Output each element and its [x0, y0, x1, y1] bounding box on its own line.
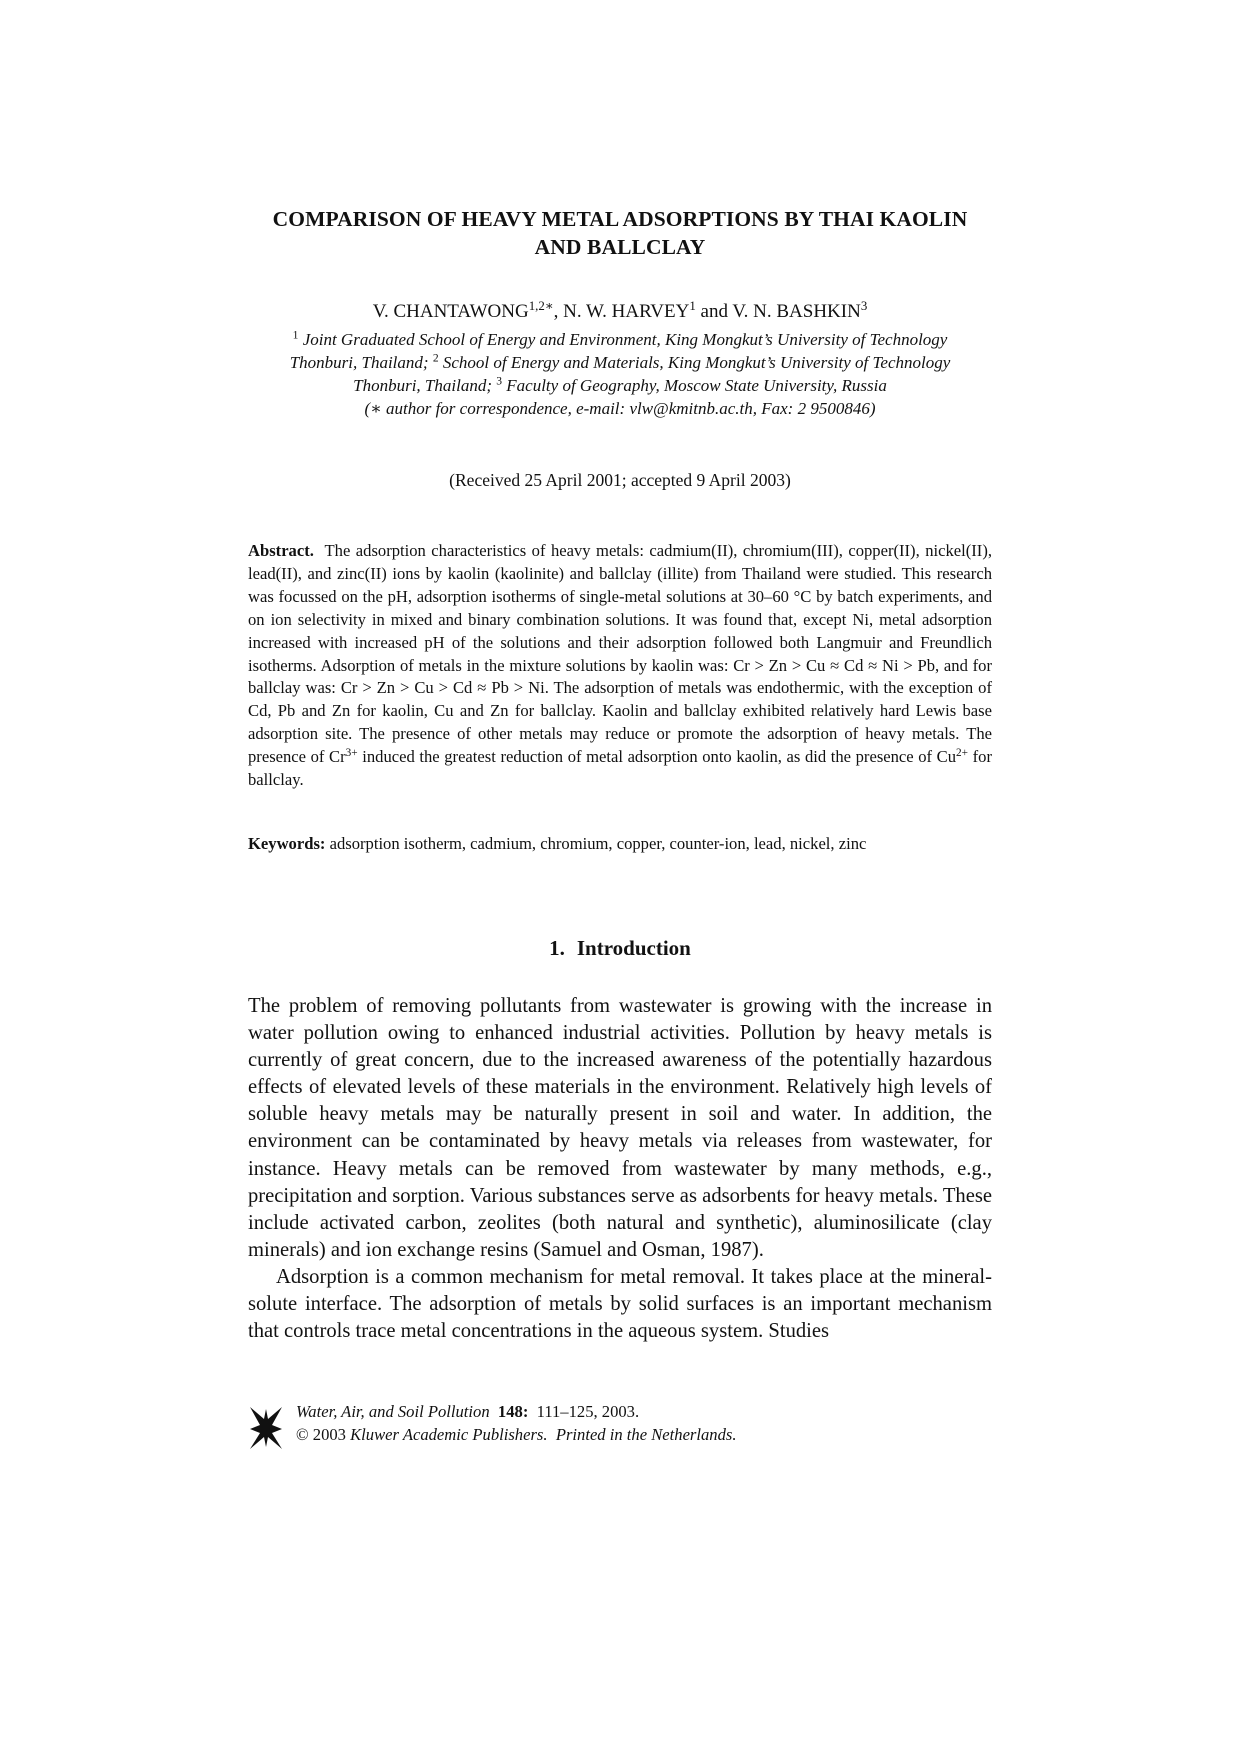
affiliations — [220, 328, 1020, 420]
author-name: V. N. BASHKIN — [732, 301, 861, 322]
kluwer-logo-icon — [248, 1405, 284, 1451]
keywords-text: adsorption isotherm, cadmium, chromium, copper, counter-ion, lead, nickel, zinc — [329, 834, 867, 853]
abstract — [248, 540, 992, 792]
keywords — [248, 833, 992, 855]
affiliation-1-cont: Thonburi, Thailand; — [289, 353, 429, 372]
author-affil-mark: 3 — [860, 297, 868, 313]
footer-text — [296, 1400, 737, 1446]
paragraph: The problem of removing pollutants from wastewater is growing with the increase in water pollution owing to enhanced industrial activities. Pollution by heavy metals is currently of great concern, due to the increased awareness of the potentially hazardous effects of elevated levels of these materials in the environment. Relatively high levels of soluble heavy metals may be naturally present in soil and water. In addition, the environment can be contaminated by heavy metals via releases from wastewater, for instance. Heavy metals can be removed from wastewater by many methods, e.g., precipitation and sorption. Various substances serve as adsorbents for heavy metals. These include activated carbon, zeolites (both natural and synthetic), aluminosilicate (clay minerals) and ion exchange resins (Samuel and Osman, 1987). — [248, 995, 992, 1261]
author-separator: , — [553, 301, 564, 322]
affiliation-2-cont: Thonburi, Thailand; — [353, 376, 492, 395]
affil-mark: 3 — [496, 374, 503, 388]
affil-mark: 2 — [432, 351, 439, 365]
title-line-2: AND BALLCLAY — [534, 235, 706, 259]
copyright-line — [296, 1423, 737, 1446]
correspondence-note: (∗ author for correspondence, e-mail: vlw@kmitnb.ac.th, Fax: 2 9500846) — [364, 399, 876, 418]
publisher-name: Kluwer Academic Publishers. — [350, 1425, 548, 1444]
journal-footer — [248, 1400, 992, 1456]
abstract-sup: 3+ — [345, 746, 358, 759]
affiliation-3: Faculty of Geography, Moscow State University, Russia — [506, 376, 887, 395]
section-heading — [220, 935, 1020, 961]
citation-line — [296, 1400, 737, 1423]
author-affil-mark: 1,2∗ — [528, 297, 554, 313]
copyright-symbol: © — [296, 1425, 309, 1444]
body-text — [248, 993, 992, 1345]
abstract-text: for ballclay. — [248, 747, 992, 790]
received-dates: (Received 25 April 2001; accepted 9 April 2003) — [449, 470, 791, 490]
abstract-text: induced the greatest reduction of metal adsorption onto kaolin, as did the presence of Cu — [357, 747, 957, 767]
abstract-label: Abstract. — [248, 541, 314, 560]
author-name: N. W. HARVEY — [563, 301, 690, 322]
affiliation-line — [220, 374, 1020, 397]
affiliation-2: School of Energy and Materials, King Mongkut’s University of Technology — [442, 353, 951, 372]
author-separator: and — [695, 301, 733, 322]
keywords-label: Keywords: — [248, 834, 326, 853]
journal-volume: 148: — [497, 1402, 529, 1421]
paper-title — [220, 205, 1020, 261]
affil-mark: 1 — [292, 328, 299, 342]
abstract-text: The adsorption characteristics of heavy metals: cadmium(II), chromium(III), copper(II), nickel(II), lead(II), and zinc(II) ions by kaolin (kaolinite) and ballclay (illite) from Thailand were studied. This research was focussed on the pH, adsorption isotherms of single-metal solutions at 30–60 °C by batch experiments, and on ion selectivity in mixed and binary combination solutions. It was found that, except Ni, metal adsorption increased with increased pH of the solutions and their adsorption followed both Langmuir and Freundlich isotherms. Adsorption of metals in the mixture solutions by kaolin was: Cr > Zn > Cu ≈ Cd ≈ Ni > Pb, and for ballclay was: Cr > Zn > Cu > Cd ≈ Pb > Ni. The adsorption of metals was endothermic, with the exception of Cd, Pb and Zn for kaolin, Cu and Zn for ballclay. Kaolin and ballclay exhibited relatively hard Lewis base adsorption site. The presence of other metals may reduce or promote the adsorption of heavy metals. The presence of Cr — [248, 541, 992, 767]
affiliation-line — [220, 328, 1020, 351]
journal-name: Water, Air, and Soil Pollution — [296, 1402, 490, 1421]
journal-pages: 111–125, 2003. — [536, 1402, 640, 1421]
copyright-year: 2003 — [312, 1425, 346, 1444]
printed-note: Printed in the Netherlands. — [555, 1425, 737, 1444]
section-number: 1. — [549, 936, 565, 960]
section-title: Introduction — [576, 936, 691, 960]
abstract-sup: 2+ — [956, 746, 969, 759]
affiliation-line — [220, 351, 1020, 374]
affiliation-1: Joint Graduated School of Energy and Environment, King Mongkut’s University of Technology — [302, 330, 948, 349]
author-name: V. CHANTAWONG — [372, 301, 529, 322]
author-affil-mark: 1 — [689, 297, 696, 313]
title-line-1: COMPARISON OF HEAVY METAL ADSORPTIONS BY THAI KAOLIN — [272, 207, 968, 231]
paragraph: Adsorption is a common mechanism for metal removal. It takes place at the mineral-solute interface. The adsorption of metals by solid surfaces is an important mechanism that controls trace metal concentrations in the aqueous system. Studies — [248, 1265, 992, 1343]
author-list — [220, 297, 1020, 324]
